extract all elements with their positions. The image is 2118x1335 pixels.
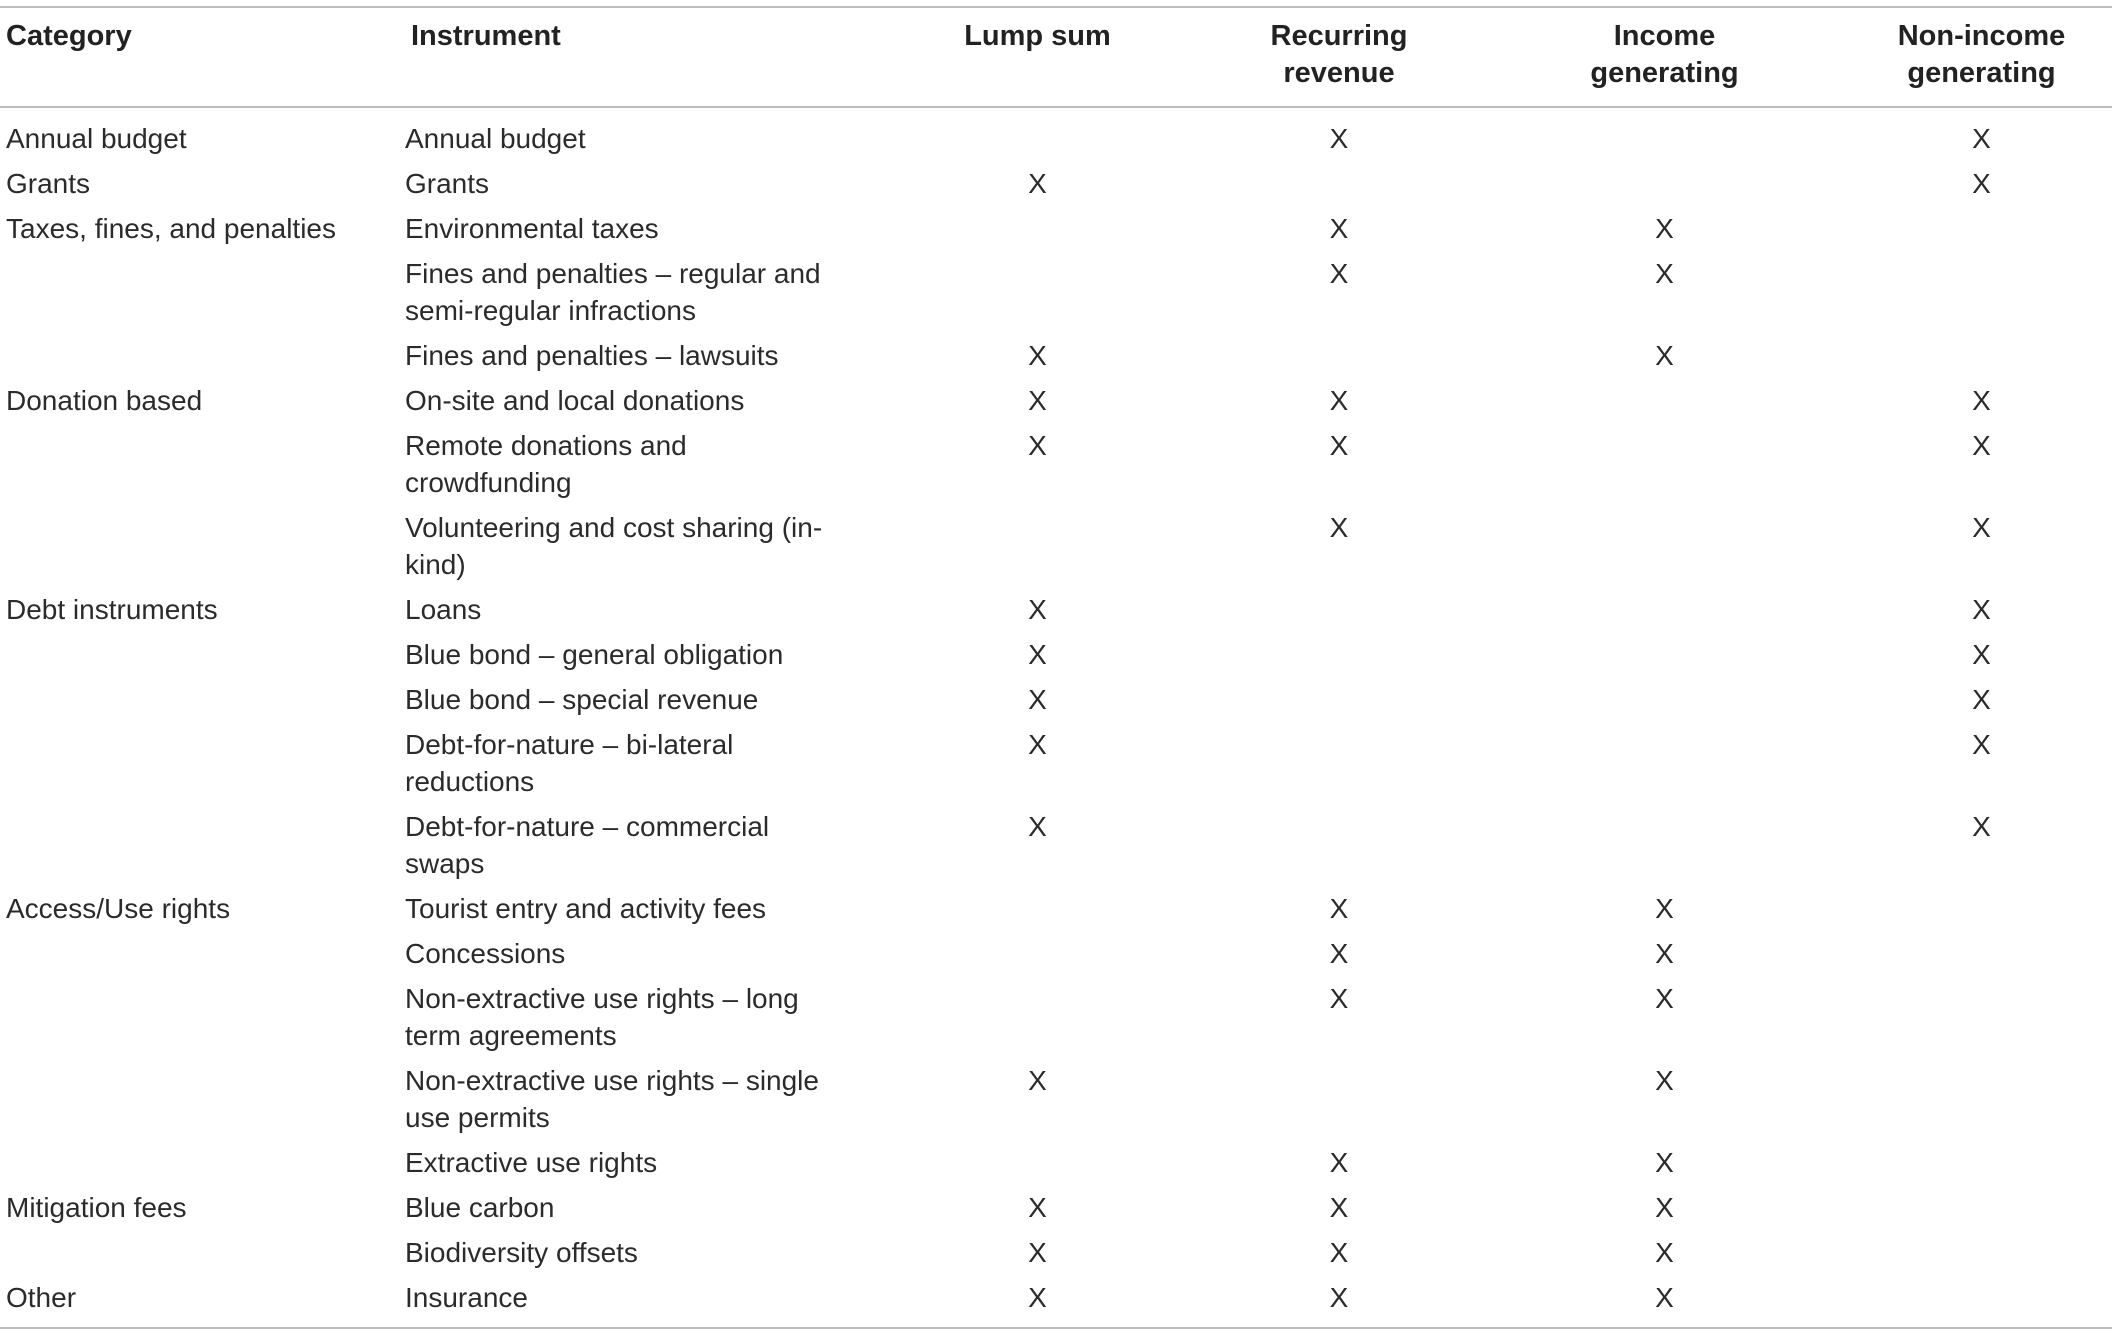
cell-income-generating: X bbox=[1655, 1282, 1674, 1313]
cell-recurring-revenue: X bbox=[1329, 385, 1349, 416]
header-row bbox=[0, 8, 2112, 104]
table-row bbox=[0, 677, 2112, 722]
cell-recurring-revenue bbox=[1200, 161, 1478, 206]
table-body bbox=[0, 104, 2112, 1320]
cell-recurring-revenue bbox=[1200, 333, 1478, 378]
table-row bbox=[0, 804, 2112, 886]
cell-recurring-revenue: X bbox=[1329, 1282, 1349, 1313]
cell-recurring-revenue bbox=[1200, 677, 1478, 722]
cell-instrument: Non-extractive use rights – single use permits bbox=[405, 1065, 819, 1133]
cell-recurring-revenue bbox=[1200, 804, 1478, 886]
cell-non-income-generating: X bbox=[1972, 594, 1991, 625]
cell-lump-sum: X bbox=[1028, 1065, 1047, 1096]
cell-recurring-revenue bbox=[1200, 632, 1478, 677]
cell-lump-sum: X bbox=[1028, 729, 1047, 760]
cell-instrument: Extractive use rights bbox=[405, 1147, 658, 1178]
cell-category: Access/Use rights bbox=[6, 893, 231, 924]
cell-category bbox=[0, 677, 405, 722]
header-lump-sum: Lump sum bbox=[964, 20, 1111, 52]
table-row bbox=[0, 587, 2112, 632]
table-row bbox=[0, 1185, 2112, 1230]
cell-income-generating: X bbox=[1655, 1192, 1674, 1223]
cell-non-income-generating bbox=[1851, 1185, 2112, 1230]
cell-recurring-revenue: X bbox=[1329, 983, 1349, 1014]
cell-category bbox=[0, 1230, 405, 1275]
table-row bbox=[0, 976, 2112, 1058]
cell-category bbox=[0, 804, 405, 886]
cell-income-generating bbox=[1478, 632, 1851, 677]
table-row bbox=[0, 722, 2112, 804]
cell-non-income-generating: X bbox=[1972, 639, 1991, 670]
cell-instrument: On-site and local donations bbox=[405, 385, 745, 416]
cell-recurring-revenue: X bbox=[1329, 512, 1349, 543]
cell-recurring-revenue: X bbox=[1329, 1192, 1349, 1223]
cell-income-generating bbox=[1478, 804, 1851, 886]
header-income-line-1: Income bbox=[1613, 20, 1716, 52]
cell-income-generating: X bbox=[1655, 1147, 1674, 1178]
table-row bbox=[0, 632, 2112, 677]
cell-instrument: Biodiversity offsets bbox=[405, 1237, 638, 1268]
header-recurring-line-2: revenue bbox=[1283, 57, 1395, 89]
cell-income-generating bbox=[1478, 378, 1851, 423]
table-row bbox=[0, 104, 2112, 161]
cell-income-generating: X bbox=[1655, 213, 1674, 244]
cell-category bbox=[0, 1140, 405, 1185]
cell-recurring-revenue bbox=[1200, 1058, 1478, 1140]
cell-income-generating bbox=[1478, 505, 1851, 587]
cell-category: Debt instruments bbox=[6, 594, 218, 625]
cell-category: Annual budget bbox=[6, 123, 187, 154]
cell-income-generating bbox=[1478, 722, 1851, 804]
cell-category bbox=[0, 333, 405, 378]
cell-non-income-generating: X bbox=[1972, 385, 1991, 416]
cell-category bbox=[0, 632, 405, 677]
cell-recurring-revenue: X bbox=[1329, 893, 1349, 924]
cell-lump-sum: X bbox=[1028, 1192, 1047, 1223]
cell-non-income-generating bbox=[1851, 206, 2112, 251]
header-category: Category bbox=[6, 20, 132, 52]
table-header bbox=[0, 8, 2112, 104]
table-row bbox=[0, 1140, 2112, 1185]
cell-non-income-generating: X bbox=[1972, 811, 1991, 842]
cell-income-generating: X bbox=[1655, 938, 1674, 969]
cell-instrument: Blue bond – general obligation bbox=[405, 639, 784, 670]
cell-instrument: Volunteering and cost sharing (in-kind) bbox=[405, 512, 823, 580]
cell-income-generating: X bbox=[1655, 258, 1674, 289]
cell-category bbox=[0, 722, 405, 804]
cell-instrument: Insurance bbox=[405, 1282, 528, 1313]
cell-instrument: Annual budget bbox=[405, 123, 586, 154]
table-row bbox=[0, 251, 2112, 333]
table-row bbox=[0, 161, 2112, 206]
cell-instrument: Blue bond – special revenue bbox=[405, 684, 759, 715]
table-row bbox=[0, 931, 2112, 976]
cell-category bbox=[0, 931, 405, 976]
table-row bbox=[0, 1275, 2112, 1320]
cell-recurring-revenue bbox=[1200, 722, 1478, 804]
cell-instrument: Non-extractive use rights – long term agreements bbox=[405, 983, 799, 1051]
header-income-line-2: generating bbox=[1590, 57, 1739, 89]
table-row bbox=[0, 333, 2112, 378]
cell-non-income-generating: X bbox=[1972, 123, 1991, 154]
cell-recurring-revenue bbox=[1200, 587, 1478, 632]
cell-income-generating: X bbox=[1655, 340, 1674, 371]
table-row bbox=[0, 423, 2112, 505]
cell-category bbox=[0, 505, 405, 587]
cell-lump-sum: X bbox=[1028, 340, 1047, 371]
cell-income-generating: X bbox=[1655, 1065, 1674, 1096]
cell-instrument: Blue carbon bbox=[405, 1192, 555, 1223]
cell-instrument: Concessions bbox=[405, 938, 566, 969]
cell-income-generating bbox=[1478, 677, 1851, 722]
cell-instrument: Grants bbox=[405, 168, 490, 199]
cell-non-income-generating bbox=[1851, 1230, 2112, 1275]
cell-lump-sum bbox=[875, 976, 1200, 1058]
cell-instrument: Environmental taxes bbox=[405, 213, 659, 244]
cell-instrument: Fines and penalties – lawsuits bbox=[405, 340, 779, 371]
cell-income-generating: X bbox=[1655, 983, 1674, 1014]
cell-recurring-revenue: X bbox=[1329, 1237, 1349, 1268]
table-row bbox=[0, 206, 2112, 251]
cell-non-income-generating bbox=[1851, 1140, 2112, 1185]
cell-instrument: Debt-for-nature – commercial swaps bbox=[405, 811, 770, 879]
cell-recurring-revenue: X bbox=[1329, 938, 1349, 969]
header-non-income-line-2: generating bbox=[1907, 57, 2056, 89]
cell-recurring-revenue: X bbox=[1329, 258, 1349, 289]
cell-non-income-generating bbox=[1851, 886, 2112, 931]
table-row bbox=[0, 378, 2112, 423]
cell-lump-sum bbox=[875, 1140, 1200, 1185]
cell-instrument: Tourist entry and activity fees bbox=[405, 893, 767, 924]
cell-income-generating bbox=[1478, 104, 1851, 161]
cell-lump-sum bbox=[875, 206, 1200, 251]
data-table bbox=[0, 8, 2112, 1320]
cell-lump-sum: X bbox=[1028, 1282, 1047, 1313]
cell-lump-sum: X bbox=[1028, 639, 1047, 670]
cell-non-income-generating bbox=[1851, 1275, 2112, 1320]
cell-lump-sum bbox=[875, 251, 1200, 333]
bottom-rule bbox=[0, 1327, 2112, 1329]
cell-category: Taxes, fines, and penalties bbox=[6, 213, 336, 244]
cell-non-income-generating bbox=[1851, 251, 2112, 333]
cell-category bbox=[0, 251, 405, 333]
table-row bbox=[0, 1230, 2112, 1275]
cell-non-income-generating: X bbox=[1972, 512, 1991, 543]
table-row bbox=[0, 886, 2112, 931]
header-income-generating bbox=[1478, 8, 1851, 104]
cell-instrument: Loans bbox=[405, 594, 482, 625]
cell-category: Other bbox=[6, 1282, 77, 1313]
cell-recurring-revenue: X bbox=[1329, 123, 1349, 154]
cell-non-income-generating: X bbox=[1972, 430, 1991, 461]
cell-lump-sum: X bbox=[1028, 168, 1047, 199]
cell-income-generating bbox=[1478, 161, 1851, 206]
cell-lump-sum: X bbox=[1028, 594, 1047, 625]
cell-non-income-generating bbox=[1851, 931, 2112, 976]
cell-non-income-generating bbox=[1851, 333, 2112, 378]
cell-income-generating bbox=[1478, 423, 1851, 505]
header-recurring-revenue bbox=[1200, 8, 1478, 104]
cell-lump-sum: X bbox=[1028, 1237, 1047, 1268]
cell-recurring-revenue: X bbox=[1329, 430, 1349, 461]
cell-lump-sum bbox=[875, 886, 1200, 931]
cell-category: Grants bbox=[6, 168, 91, 199]
cell-category: Mitigation fees bbox=[6, 1192, 187, 1223]
cell-income-generating bbox=[1478, 587, 1851, 632]
cell-instrument: Debt-for-nature – bi-lateral reductions bbox=[405, 729, 734, 797]
cell-recurring-revenue: X bbox=[1329, 1147, 1349, 1178]
cell-non-income-generating: X bbox=[1972, 168, 1991, 199]
cell-lump-sum: X bbox=[1028, 385, 1047, 416]
cell-non-income-generating bbox=[1851, 976, 2112, 1058]
cell-lump-sum bbox=[875, 505, 1200, 587]
cell-instrument: Fines and penalties – regular and semi-regular infractions bbox=[405, 258, 821, 326]
cell-non-income-generating: X bbox=[1972, 684, 1991, 715]
cell-recurring-revenue: X bbox=[1329, 213, 1349, 244]
cell-lump-sum bbox=[875, 104, 1200, 161]
header-non-income-generating bbox=[1851, 8, 2112, 104]
cell-income-generating: X bbox=[1655, 893, 1674, 924]
cell-lump-sum: X bbox=[1028, 811, 1047, 842]
header-recurring-line-1: Recurring bbox=[1270, 20, 1408, 52]
cell-income-generating: X bbox=[1655, 1237, 1674, 1268]
cell-category bbox=[0, 423, 405, 505]
cell-category: Donation based bbox=[6, 385, 203, 416]
cell-lump-sum: X bbox=[1028, 684, 1047, 715]
header-instrument: Instrument bbox=[411, 20, 561, 52]
cell-category bbox=[0, 1058, 405, 1140]
header-non-income-line-1: Non-income bbox=[1897, 20, 2066, 52]
cell-instrument: Remote donations and crowdfunding bbox=[405, 430, 687, 498]
cell-category bbox=[0, 976, 405, 1058]
cell-non-income-generating bbox=[1851, 1058, 2112, 1140]
cell-lump-sum bbox=[875, 931, 1200, 976]
cell-lump-sum: X bbox=[1028, 430, 1047, 461]
cell-non-income-generating: X bbox=[1972, 729, 1991, 760]
table-row bbox=[0, 505, 2112, 587]
table-row bbox=[0, 1058, 2112, 1140]
